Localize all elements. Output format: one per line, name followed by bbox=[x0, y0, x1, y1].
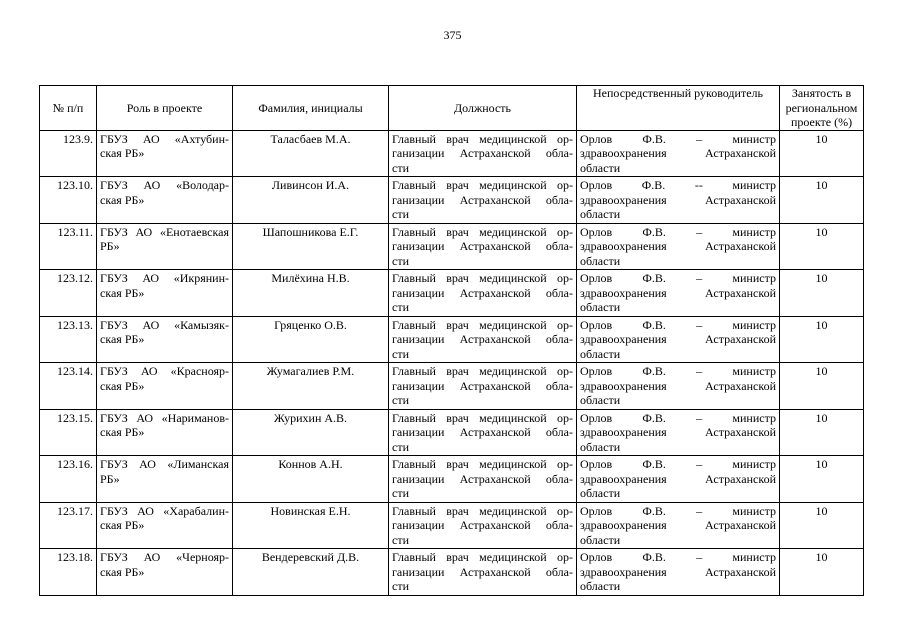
cell-workload: 10 bbox=[780, 502, 864, 549]
cell-num: 123.11. bbox=[40, 223, 97, 270]
cell-name: Ливинсон И.А. bbox=[233, 177, 389, 224]
position-line: сти bbox=[392, 579, 409, 593]
supervisor-line: области bbox=[580, 393, 621, 407]
position-line: ганизации Астраханской обла- bbox=[392, 146, 573, 160]
header-supervisor: Непосредственный руководитель bbox=[577, 86, 780, 131]
table-row bbox=[40, 130, 864, 177]
role-line: ская РБ» bbox=[100, 518, 145, 532]
header-workload: Занятость в региональном проекте (%) bbox=[780, 86, 864, 131]
position-line: ганизации Астраханской обла- bbox=[392, 192, 573, 207]
role-line: ГБУЗ АО «Енотаевская bbox=[100, 224, 229, 239]
role-line: ГБУЗ АО «Харабалин- bbox=[100, 503, 229, 518]
cell-name: Милёхина Н.В. bbox=[233, 270, 389, 317]
cell-num: 123.13. bbox=[40, 316, 97, 363]
cell-num: 123.9. bbox=[40, 130, 97, 177]
header-name: Фамилия, инициалы bbox=[233, 86, 389, 131]
position-line: сти bbox=[392, 300, 409, 314]
position-line: Главный врач медицинской ор- bbox=[392, 131, 573, 146]
cell-workload: 10 bbox=[780, 316, 864, 363]
supervisor-line: здравоохранения Астраханской bbox=[580, 564, 776, 579]
supervisor-line: здравоохранения Астраханской bbox=[580, 285, 776, 300]
position-line: Главный врач медицинской ор- bbox=[392, 178, 573, 192]
position-line: сти bbox=[392, 486, 409, 500]
position-line: ганизации Астраханской обла- bbox=[392, 285, 573, 300]
cell-name: Жумагалиев Р.М. bbox=[233, 363, 389, 410]
position-line: Главный врач медицинской ор- bbox=[392, 271, 573, 285]
cell-role bbox=[97, 502, 233, 549]
cell-num: 123.18. bbox=[40, 549, 97, 596]
position-line: Главный врач медицинской ор- bbox=[392, 224, 573, 239]
role-line: ГБУЗ АО «Ахтубин- bbox=[100, 131, 229, 146]
supervisor-line: здравоохранения Астраханской bbox=[580, 239, 776, 253]
role-line: ская РБ» bbox=[100, 146, 145, 160]
supervisor-line: Орлов Ф.В. – министр bbox=[580, 271, 776, 285]
role-line: ГБУЗ АО «Икрянин- bbox=[100, 271, 229, 285]
cell-role bbox=[97, 549, 233, 596]
cell-workload: 10 bbox=[780, 456, 864, 503]
supervisor-line: области bbox=[580, 253, 621, 268]
supervisor-line: здравоохранения Астраханской bbox=[580, 378, 776, 393]
position-line: сти bbox=[392, 253, 409, 268]
cell-role bbox=[97, 270, 233, 317]
role-line: ская РБ» bbox=[100, 425, 145, 439]
position-line: сти bbox=[392, 207, 409, 221]
staff-table bbox=[39, 85, 864, 596]
role-line: ская РБ» bbox=[100, 192, 145, 207]
cell-num: 123.12. bbox=[40, 270, 97, 317]
cell-position bbox=[389, 549, 577, 596]
cell-name: Коннов А.Н. bbox=[233, 456, 389, 503]
header-role: Роль в проекте bbox=[97, 86, 233, 131]
position-line: ганизации Астраханской обла- bbox=[392, 239, 573, 253]
position-line: ганизации Астраханской обла- bbox=[392, 332, 573, 346]
role-line: ская РБ» bbox=[100, 332, 145, 346]
cell-name: Журихин А.В. bbox=[233, 409, 389, 456]
cell-position bbox=[389, 270, 577, 317]
cell-supervisor bbox=[577, 177, 780, 224]
cell-workload: 10 bbox=[780, 270, 864, 317]
cell-workload: 10 bbox=[780, 549, 864, 596]
cell-role bbox=[97, 363, 233, 410]
cell-role bbox=[97, 130, 233, 177]
position-line: Главный врач медицинской ор- bbox=[392, 410, 573, 425]
cell-supervisor bbox=[577, 270, 780, 317]
cell-num: 123.10. bbox=[40, 177, 97, 224]
role-line: ская РБ» bbox=[100, 564, 145, 579]
table-row bbox=[40, 363, 864, 410]
cell-position bbox=[389, 177, 577, 224]
supervisor-line: Орлов Ф.В. – министр bbox=[580, 550, 776, 564]
supervisor-line: области bbox=[580, 160, 621, 175]
cell-position bbox=[389, 316, 577, 363]
role-line: ГБУЗ АО «Чернояр- bbox=[100, 550, 229, 564]
supervisor-line: области bbox=[580, 532, 621, 547]
role-line: РБ» bbox=[100, 471, 120, 486]
cell-num: 123.15. bbox=[40, 409, 97, 456]
cell-num: 123.17. bbox=[40, 502, 97, 549]
cell-position bbox=[389, 409, 577, 456]
header-num: № п/п bbox=[40, 86, 97, 131]
supervisor-line: области bbox=[580, 579, 621, 593]
supervisor-line: здравоохранения Астраханской bbox=[580, 471, 776, 486]
page-number: 375 bbox=[443, 28, 462, 42]
position-line: сти bbox=[392, 346, 409, 361]
role-line: ГБУЗ АО «Краснояр- bbox=[100, 364, 229, 378]
role-line: ГБУЗ АО «Камызяк- bbox=[100, 317, 229, 332]
role-line: ская РБ» bbox=[100, 285, 145, 300]
table-row bbox=[40, 502, 864, 549]
position-line: Главный врач медицинской ор- bbox=[392, 364, 573, 378]
cell-supervisor bbox=[577, 130, 780, 177]
cell-workload: 10 bbox=[780, 223, 864, 270]
cell-role bbox=[97, 223, 233, 270]
supervisor-line: Орлов Ф.В. – министр bbox=[580, 364, 776, 378]
cell-name: Таласбаев М.А. bbox=[233, 130, 389, 177]
cell-role bbox=[97, 316, 233, 363]
supervisor-line: области bbox=[580, 439, 621, 454]
header-position: Должность bbox=[389, 86, 577, 131]
table-row bbox=[40, 316, 864, 363]
supervisor-line: области bbox=[580, 300, 621, 314]
table-row bbox=[40, 177, 864, 224]
table-row bbox=[40, 456, 864, 503]
cell-name: Шапошникова Е.Г. bbox=[233, 223, 389, 270]
role-line: ГБУЗ АО «Володар- bbox=[100, 178, 229, 192]
table-header-row bbox=[40, 86, 864, 131]
cell-num: 123.16. bbox=[40, 456, 97, 503]
supervisor-line: Орлов Ф.В. – министр bbox=[580, 224, 776, 239]
cell-position bbox=[389, 130, 577, 177]
role-line: ская РБ» bbox=[100, 378, 145, 393]
cell-role bbox=[97, 177, 233, 224]
table-row bbox=[40, 223, 864, 270]
supervisor-line: Орлов Ф.В. – министр bbox=[580, 503, 776, 518]
supervisor-line: Орлов Ф.В. – министр bbox=[580, 317, 776, 332]
cell-name: Новинская Е.Н. bbox=[233, 502, 389, 549]
cell-num: 123.14. bbox=[40, 363, 97, 410]
supervisor-line: области bbox=[580, 207, 621, 221]
position-line: сти bbox=[392, 439, 409, 454]
supervisor-line: области bbox=[580, 486, 621, 500]
cell-position bbox=[389, 223, 577, 270]
cell-supervisor bbox=[577, 502, 780, 549]
role-line: РБ» bbox=[100, 239, 120, 253]
position-line: Главный врач медицинской ор- bbox=[392, 550, 573, 564]
cell-position bbox=[389, 502, 577, 549]
position-line: сти bbox=[392, 532, 409, 547]
table-row bbox=[40, 549, 864, 596]
position-line: Главный врач медицинской ор- bbox=[392, 457, 573, 471]
cell-supervisor bbox=[577, 223, 780, 270]
position-line: ганизации Астраханской обла- bbox=[392, 471, 573, 486]
position-line: ганизации Астраханской обла- bbox=[392, 425, 573, 439]
table-row bbox=[40, 270, 864, 317]
cell-workload: 10 bbox=[780, 363, 864, 410]
cell-name: Вендеревский Д.В. bbox=[233, 549, 389, 596]
table-row bbox=[40, 409, 864, 456]
role-line: ГБУЗ АО «Нариманов- bbox=[100, 410, 229, 425]
supervisor-line: здравоохранения Астраханской bbox=[580, 332, 776, 346]
supervisor-line: здравоохранения Астраханской bbox=[580, 518, 776, 532]
supervisor-line: здравоохранения Астраханской bbox=[580, 425, 776, 439]
supervisor-line: области bbox=[580, 346, 621, 361]
role-line: ГБУЗ АО «Лиманская bbox=[100, 457, 229, 471]
position-line: Главный врач медицинской ор- bbox=[392, 503, 573, 518]
supervisor-line: здравоохранения Астраханской bbox=[580, 146, 776, 160]
cell-name: Гряценко О.В. bbox=[233, 316, 389, 363]
cell-supervisor bbox=[577, 456, 780, 503]
cell-supervisor bbox=[577, 316, 780, 363]
cell-workload: 10 bbox=[780, 177, 864, 224]
cell-role bbox=[97, 456, 233, 503]
position-line: ганизации Астраханской обла- bbox=[392, 518, 573, 532]
supervisor-line: Орлов Ф.В. -- министр bbox=[580, 178, 776, 192]
cell-supervisor bbox=[577, 363, 780, 410]
supervisor-line: Орлов Ф.В. – министр bbox=[580, 457, 776, 471]
position-line: Главный врач медицинской ор- bbox=[392, 317, 573, 332]
cell-position bbox=[389, 456, 577, 503]
cell-workload: 10 bbox=[780, 130, 864, 177]
cell-supervisor bbox=[577, 549, 780, 596]
supervisor-line: Орлов Ф.В. – министр bbox=[580, 131, 776, 146]
cell-position bbox=[389, 363, 577, 410]
cell-role bbox=[97, 409, 233, 456]
position-line: ганизации Астраханской обла- bbox=[392, 564, 573, 579]
position-line: ганизации Астраханской обла- bbox=[392, 378, 573, 393]
position-line: сти bbox=[392, 393, 409, 407]
position-line: сти bbox=[392, 160, 409, 175]
cell-supervisor bbox=[577, 409, 780, 456]
supervisor-line: Орлов Ф.В. – министр bbox=[580, 410, 776, 425]
supervisor-line: здравоохранения Астраханской bbox=[580, 192, 776, 207]
cell-workload: 10 bbox=[780, 409, 864, 456]
